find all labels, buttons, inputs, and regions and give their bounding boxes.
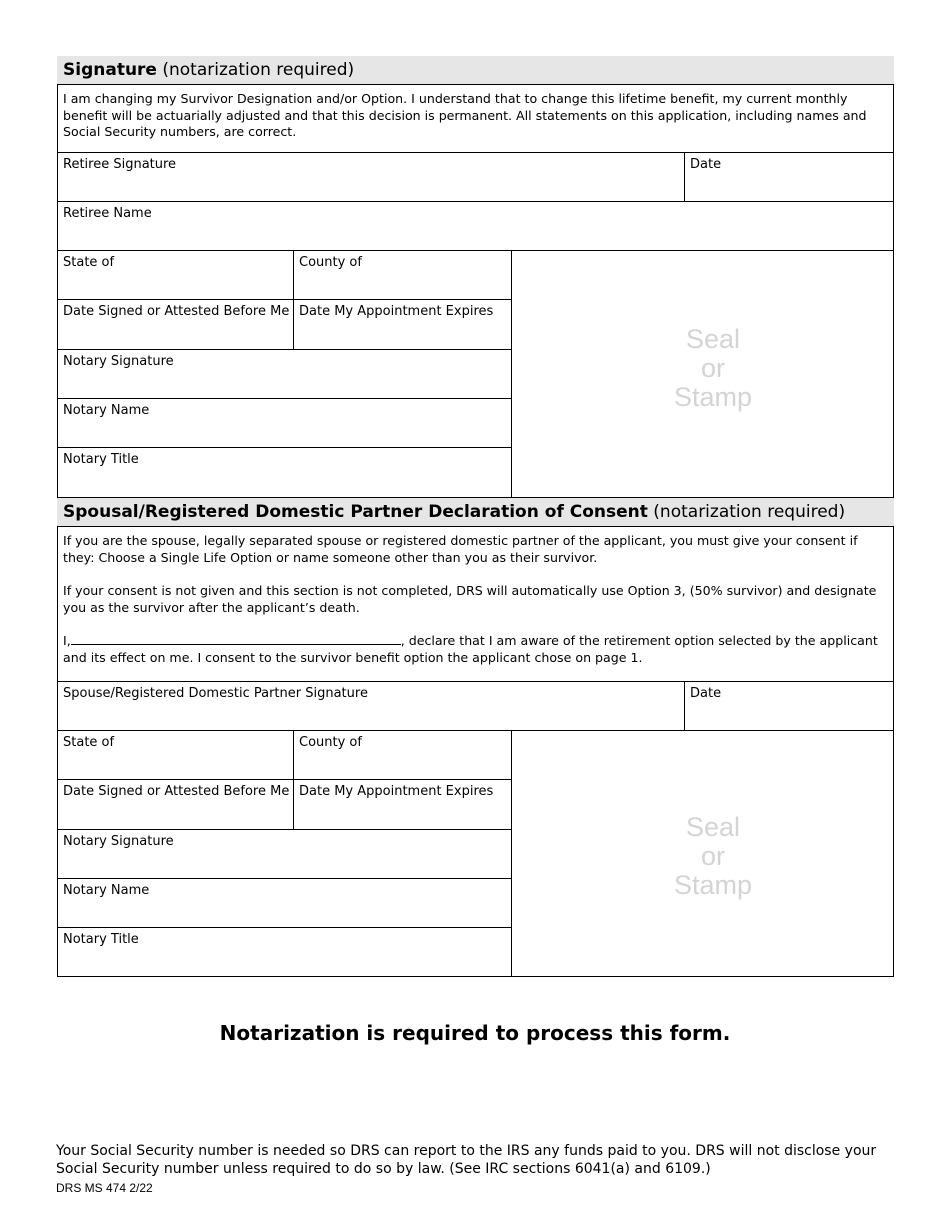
form-id: DRS MS 474 2/22 [56, 1181, 153, 1195]
county-field[interactable] [293, 730, 511, 779]
ssn-disclosure [56, 1142, 936, 1178]
state-field[interactable] [57, 730, 293, 779]
notary-signature-label: Notary Signature [63, 834, 174, 849]
appointment-expires-field[interactable] [293, 779, 511, 829]
retiree-date-field[interactable] [684, 152, 894, 201]
consent-declaration-line-2: and its effect on me. I consent to the survivor benefit option the applicant chose on page 1. [63, 650, 643, 665]
notary-name-field[interactable] [57, 878, 511, 927]
consent-section-title: Spousal/Registered Domestic Partner Declaration of Consent [63, 502, 648, 522]
spouse-date-field[interactable] [684, 681, 894, 730]
seal-stamp-area [613, 813, 813, 900]
date-signed-label: Date Signed or Attested Before Me [63, 304, 290, 319]
stamp-text: Seal [685, 812, 741, 842]
date-label: Date [690, 686, 722, 701]
appointment-expires-label: Date My Appointment Expires [299, 304, 494, 319]
retiree-signature-field[interactable] [57, 152, 684, 201]
stamp-text: or [700, 841, 725, 871]
county-field[interactable] [293, 250, 511, 299]
stamp-text: Seal [685, 324, 741, 354]
date-label: Date [690, 157, 722, 172]
date-signed-field[interactable] [57, 779, 293, 829]
appointment-expires-label: Date My Appointment Expires [299, 784, 494, 799]
consent-paragraph-1: If you are the spouse, legally separated spouse or registered domestic partner of the applicant, you must give your consent if they: Choose a Single Life Option or name someone other than you as their survivor. [63, 533, 858, 565]
consent-declaration [63, 633, 888, 650]
consent-paragraph-2: If your consent is not given and this section is not completed, DRS will automatically use Option 3, (50% survivor) and designate you as the survivor after the applicant’s death. [63, 583, 877, 615]
county-label: County of [299, 735, 362, 750]
retiree-name-label: Retiree Name [63, 206, 152, 221]
county-label: County of [299, 255, 362, 270]
divider [511, 730, 512, 977]
notary-title-field[interactable] [57, 927, 511, 977]
consent-section-header [57, 498, 894, 526]
notary-signature-label: Notary Signature [63, 354, 174, 369]
ssn-line-1: Your Social Security number is needed so DRS can report to the IRS any funds paid to you. DRS will not disclose your [56, 1143, 877, 1159]
retiree-name-field[interactable] [57, 201, 894, 250]
notarization-notice: Notarization is required to process this form. [219, 1021, 731, 1045]
signature-section-title: Signature [63, 60, 157, 80]
signature-section-header [57, 56, 894, 84]
signature-statement: I am changing my Survivor Designation and/or Option. I understand that to change this lifetime benefit, my current monthly benefit will be actuarially adjusted and that this decision is permanent. All statements on this application, including names and Social Security numbers, are correct. [63, 91, 867, 139]
state-label: State of [63, 735, 115, 750]
consenter-name-input[interactable] [71, 633, 401, 645]
notary-title-label: Notary Title [63, 932, 139, 947]
appointment-expires-field[interactable] [293, 299, 511, 349]
stamp-text: Stamp [673, 382, 753, 412]
spouse-signature-label: Spouse/Registered Domestic Partner Signature [63, 686, 368, 701]
divider [511, 250, 512, 498]
retiree-signature-label: Retiree Signature [63, 157, 177, 172]
notary-title-field[interactable] [57, 447, 511, 498]
stamp-text: or [700, 353, 725, 383]
signature-section-note: (notarization required) [162, 60, 355, 80]
seal-stamp-area [613, 325, 813, 412]
notary-name-field[interactable] [57, 398, 511, 447]
ssn-line-2: Social Security number unless required to do so by law. (See IRC sections 6041(a) and 6109.) [56, 1161, 711, 1177]
notary-signature-field[interactable] [57, 349, 511, 398]
declaration-prefix: I, [63, 633, 71, 648]
declaration-suffix: , declare that I am aware of the retirement option selected by the applicant [400, 633, 878, 648]
state-field[interactable] [57, 250, 293, 299]
consent-section-note: (notarization required) [653, 502, 846, 522]
notary-name-label: Notary Name [63, 403, 150, 418]
spouse-signature-field[interactable] [57, 681, 684, 730]
notary-signature-field[interactable] [57, 829, 511, 878]
date-signed-field[interactable] [57, 299, 293, 349]
notary-name-label: Notary Name [63, 883, 150, 898]
stamp-text: Stamp [673, 870, 753, 900]
date-signed-label: Date Signed or Attested Before Me [63, 784, 290, 799]
notary-title-label: Notary Title [63, 452, 139, 467]
state-label: State of [63, 255, 115, 270]
